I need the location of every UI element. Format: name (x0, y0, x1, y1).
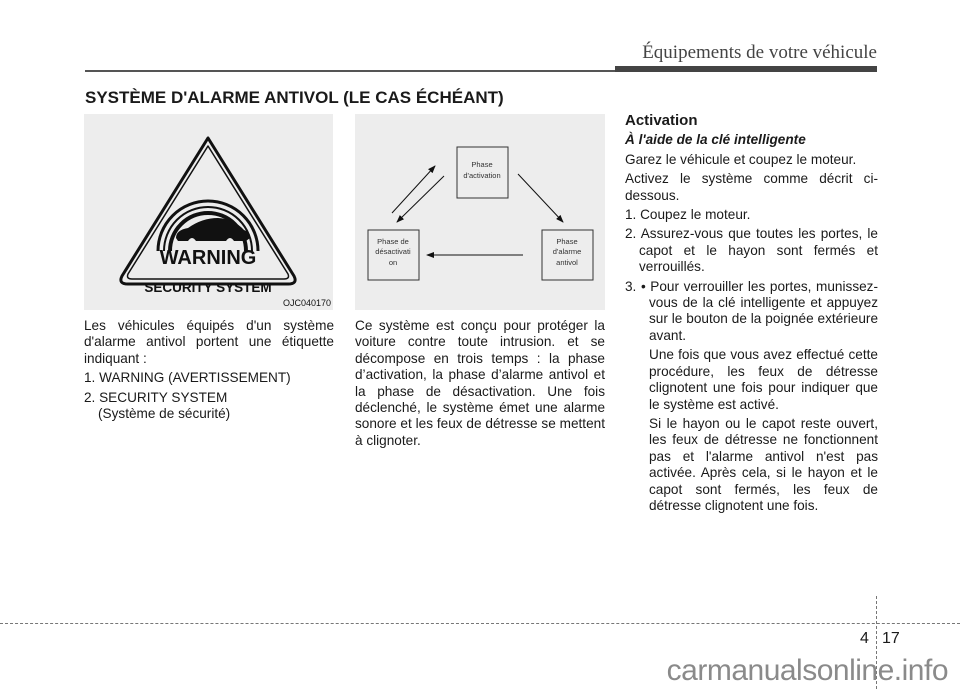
right-column (625, 113, 878, 517)
chapter-title: Équipements de votre véhicule (642, 42, 877, 63)
smart-key-subheading: À l'aide de la clé intelligente (625, 132, 806, 148)
chapter-number: 4 (860, 630, 869, 647)
step-3-detail: Une fois que vous avez effectué cette procédure, les feux de détresse clignotent une fois pour indiquer que le système est activé. (649, 347, 878, 412)
step-3-detail: Si le hayon ou le capot reste ouvert, les feux de détresse ne fonctionnent pas et l'alarme antivol n'est pas activée. Après cela, si le hayon et le capot sont fermés, les feux de détresse clignotent une fois. (649, 415, 878, 513)
intro-text: Les véhicules équipés d'un système d'alarme antivol portent une étiquette indiquant : (84, 318, 334, 366)
list-item: 2. SECURITY SYSTEM (84, 389, 228, 405)
list-item: 1. WARNING (AVERTISSEMENT) (84, 370, 291, 386)
paragraph: Activez le système comme décrit ci-dessous. (625, 171, 878, 203)
warning-text: WARNING (159, 247, 257, 269)
figure-code: OJC040170 (282, 298, 331, 308)
paragraph: Garez le véhicule et coupez le moteur. (625, 151, 857, 167)
alarm-phase-diagram (355, 114, 605, 310)
list-item-sub: (Système de sécurité) (98, 406, 231, 422)
page-number: 17 (882, 630, 900, 647)
svg-text:Phase dedésactivation: Phase de désactivati on (375, 237, 411, 267)
description-text: Ce système est conçu pour protéger la voiture contre toute intrusion. et se décompose en trois temps : la phase d’activation, la phase d’alarme antivol et la phase de désactivation. Une fois déclenché, le système émet une alarme sonore et les feux de détresse se mettent à clignoter. (355, 318, 605, 448)
activation-heading: Activation (625, 112, 698, 129)
middle-column (355, 318, 605, 452)
step-2: 2. Assurez-vous que toutes les portes, le capot et le hayon sont fermés et verrouillés. (625, 226, 878, 275)
header-bar (615, 66, 877, 72)
watermark: carmanualsonline.info (666, 654, 948, 687)
step-1: 1. Coupez le moteur. (625, 207, 751, 223)
left-column (84, 318, 334, 425)
svg-text:Phased'activation: Phase d'activation (463, 160, 501, 180)
step-3: 3. • Pour verrouiller les portes, munissez-vous de la clé intelligente et appuyez sur le bouton de la poignée extérieure avant. (625, 278, 878, 343)
section-title: SYSTÈME D'ALARME ANTIVOL (LE CAS ÉCHÉANT) (85, 88, 504, 107)
header-rule (85, 70, 617, 72)
security-system-text: SECURITY SYSTEM (144, 280, 272, 295)
svg-text:Phased'alarmeantivol: Phase d'alarme antivol (552, 237, 582, 267)
warning-label-figure (84, 114, 333, 310)
footer-rule (0, 623, 960, 624)
